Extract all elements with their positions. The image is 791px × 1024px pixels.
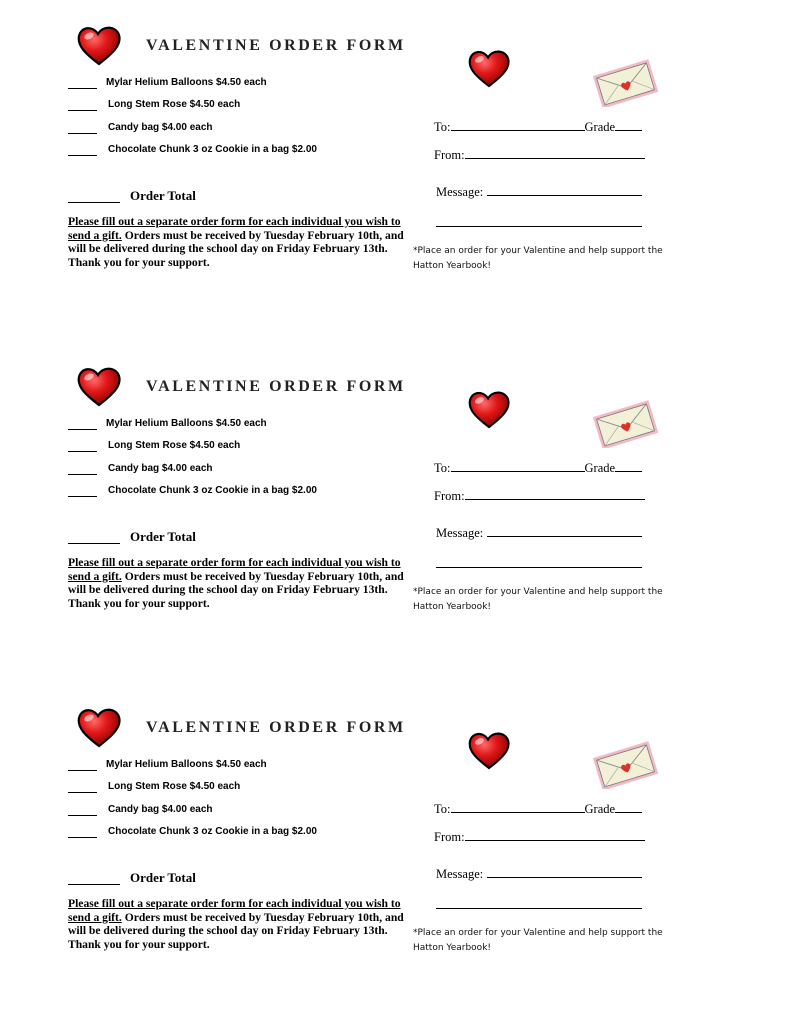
to-label: To: <box>434 802 451 816</box>
note-underlined: Please fill out a separate order form for each individual you wish to send a gift. <box>68 215 401 242</box>
message-label: Message: <box>436 185 484 199</box>
quantity-blank[interactable] <box>68 496 97 497</box>
form-title: VALENTINE ORDER FORM <box>146 719 406 736</box>
love-letter-envelope-icon <box>590 57 660 107</box>
order-total-blank[interactable] <box>68 884 120 885</box>
order-form-2 <box>0 341 791 641</box>
order-total-label: Order Total <box>130 870 196 885</box>
heart-icon <box>467 389 511 429</box>
to-label: To: <box>434 120 451 134</box>
item-label: Candy bag $4.00 each <box>108 463 213 474</box>
note-rest: Orders must be received by Tuesday February 10th, and will be delivered during the school day on Friday February 13th. Thank you for your support. <box>68 910 404 951</box>
support-note: *Place an order for your Valentine and help support the Hatton Yearbook! <box>413 246 663 271</box>
instructions-note <box>68 897 408 951</box>
grade-label: Grade <box>584 120 616 134</box>
message-line[interactable] <box>487 185 642 196</box>
love-letter-envelope-icon <box>590 739 660 789</box>
from-line[interactable] <box>465 830 645 841</box>
order-form-1 <box>0 0 791 300</box>
from-row <box>434 489 645 504</box>
heart-icon <box>467 730 511 770</box>
item-label: Candy bag $4.00 each <box>108 804 213 815</box>
item-label: Long Stem Rose $4.50 each <box>108 781 241 792</box>
heart-icon <box>76 706 122 748</box>
to-line[interactable] <box>451 461 585 472</box>
message-row <box>436 185 642 200</box>
quantity-blank[interactable] <box>68 155 97 156</box>
grade-line[interactable] <box>615 120 642 131</box>
message-label: Message: <box>436 526 484 540</box>
heart-icon <box>76 365 122 407</box>
support-note: *Place an order for your Valentine and help support the Hatton Yearbook! <box>413 587 663 612</box>
item-label: Chocolate Chunk 3 oz Cookie in a bag $2.00 <box>108 826 317 837</box>
to-grade-row <box>434 802 642 817</box>
quantity-blank[interactable] <box>68 429 97 430</box>
from-row <box>434 830 645 845</box>
quantity-blank[interactable] <box>68 837 97 838</box>
from-label: From: <box>434 489 465 503</box>
message-label: Message: <box>436 867 484 881</box>
message-line-2[interactable] <box>436 908 642 909</box>
order-total-blank[interactable] <box>68 202 120 203</box>
form-title: VALENTINE ORDER FORM <box>146 37 406 54</box>
to-grade-row <box>434 120 642 135</box>
message-line-2[interactable] <box>436 226 642 227</box>
quantity-blank[interactable] <box>68 770 97 771</box>
note-underlined: Please fill out a separate order form for each individual you wish to send a gift. <box>68 556 401 583</box>
quantity-blank[interactable] <box>68 88 97 89</box>
grade-line[interactable] <box>615 802 642 813</box>
note-underlined: Please fill out a separate order form for each individual you wish to send a gift. <box>68 897 401 924</box>
from-row <box>434 148 645 163</box>
item-label: Long Stem Rose $4.50 each <box>108 440 241 451</box>
support-note: *Place an order for your Valentine and help support the Hatton Yearbook! <box>413 928 663 953</box>
item-label: Chocolate Chunk 3 oz Cookie in a bag $2.00 <box>108 485 317 496</box>
to-grade-row <box>434 461 642 476</box>
heart-icon <box>76 24 122 66</box>
item-label: Chocolate Chunk 3 oz Cookie in a bag $2.00 <box>108 144 317 155</box>
item-label: Mylar Helium Balloons $4.50 each <box>106 418 267 429</box>
love-letter-envelope-icon <box>590 398 660 448</box>
item-label: Mylar Helium Balloons $4.50 each <box>106 77 267 88</box>
order-form-3 <box>0 682 791 982</box>
from-label: From: <box>434 830 465 844</box>
item-label: Long Stem Rose $4.50 each <box>108 99 241 110</box>
note-rest: Orders must be received by Tuesday February 10th, and will be delivered during the school day on Friday February 13th. Thank you for your support. <box>68 569 404 610</box>
to-label: To: <box>434 461 451 475</box>
quantity-blank[interactable] <box>68 815 97 816</box>
note-rest: Orders must be received by Tuesday February 10th, and will be delivered during the school day on Friday February 13th. Thank you for your support. <box>68 228 404 269</box>
instructions-note <box>68 215 408 269</box>
quantity-blank[interactable] <box>68 792 97 793</box>
form-title: VALENTINE ORDER FORM <box>146 378 406 395</box>
from-line[interactable] <box>465 148 645 159</box>
from-line[interactable] <box>465 489 645 500</box>
item-label: Candy bag $4.00 each <box>108 122 213 133</box>
to-line[interactable] <box>451 120 585 131</box>
heart-icon <box>467 48 511 88</box>
message-line[interactable] <box>487 526 642 537</box>
quantity-blank[interactable] <box>68 110 97 111</box>
order-total-label: Order Total <box>130 188 196 203</box>
message-row <box>436 526 642 541</box>
quantity-blank[interactable] <box>68 451 97 452</box>
quantity-blank[interactable] <box>68 133 97 134</box>
grade-line[interactable] <box>615 461 642 472</box>
order-total-blank[interactable] <box>68 543 120 544</box>
message-line[interactable] <box>487 867 642 878</box>
grade-label: Grade <box>584 802 616 816</box>
instructions-note <box>68 556 408 610</box>
quantity-blank[interactable] <box>68 474 97 475</box>
to-line[interactable] <box>451 802 585 813</box>
message-row <box>436 867 642 882</box>
grade-label: Grade <box>584 461 616 475</box>
item-label: Mylar Helium Balloons $4.50 each <box>106 759 267 770</box>
from-label: From: <box>434 148 465 162</box>
message-line-2[interactable] <box>436 567 642 568</box>
order-total-label: Order Total <box>130 529 196 544</box>
